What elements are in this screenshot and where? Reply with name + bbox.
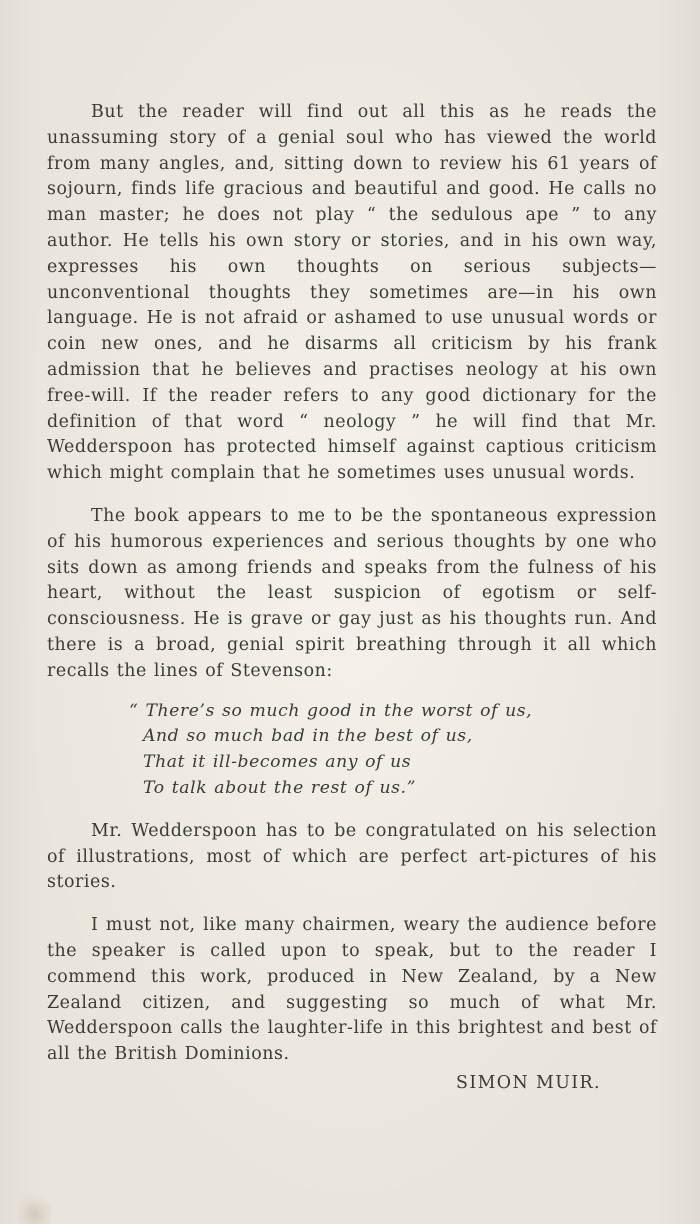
verse-line-1: “ There’s so much good in the worst of us, <box>129 700 533 721</box>
author-signature: SIMON MUIR. <box>456 1073 601 1093</box>
paragraph-illustrations: Mr. Wedderspoon has to be congratulated on his selection of illustrations, most of which are perfect art-pictures of his stories. <box>47 820 657 893</box>
body-text <box>47 100 657 1068</box>
paragraph-book-expression: The book appears to me to be the spontaneous expression of his humorous experiences and serious thoughts by one who sits down as among friends and speaks from the fulness of his heart, without the least suspicion of egotism or self-consciousness. He is grave or gay just as his thoughts run. And there is a broad, genial spirit breathing through it all which recalls the lines of Stevenson: <box>47 505 657 681</box>
verse-line-2: And so much bad in the best of us, <box>143 726 473 747</box>
verse-line-4: To talk about the rest of us.” <box>143 777 417 798</box>
paper-stain <box>18 1192 52 1224</box>
stevenson-verse <box>129 699 657 802</box>
paragraph-commendation: I must not, like many chairmen, weary the audience before the speaker is called upon to speak, but to the reader I commend this work, produced in New Zealand, by a New Zealand citizen, and suggesting so much of what Mr. Wedderspoon calls the laughter-life in this brightest and best of all the British Dominions. <box>47 915 657 1065</box>
paragraph-reader-story: But the reader will find out all this as he reads the unassuming story of a genial soul who has viewed the world from many angles, and, sitting down to review his 61 years of sojourn, finds life gracious and beautiful and good. He calls no man master; he does not play “ the sedulous ape ” to any author. He tells his own story or stories, and in his own way, expresses his own thoughts on serious subjects—unconventional thoughts they sometimes are—in his own language. He is not afraid or ashamed to use unusual words or coin new ones, and he disarms all criticism by his frank admission that he believes and practises neology at his own free-will. If the reader refers to any good dictionary for the definition of that word “ neology ” he will find that Mr. Wedderspoon has protected himself against captious criticism which might complain that he sometimes uses unusual words. <box>47 102 657 484</box>
verse-line-3: That it ill-becomes any of us <box>143 752 412 773</box>
